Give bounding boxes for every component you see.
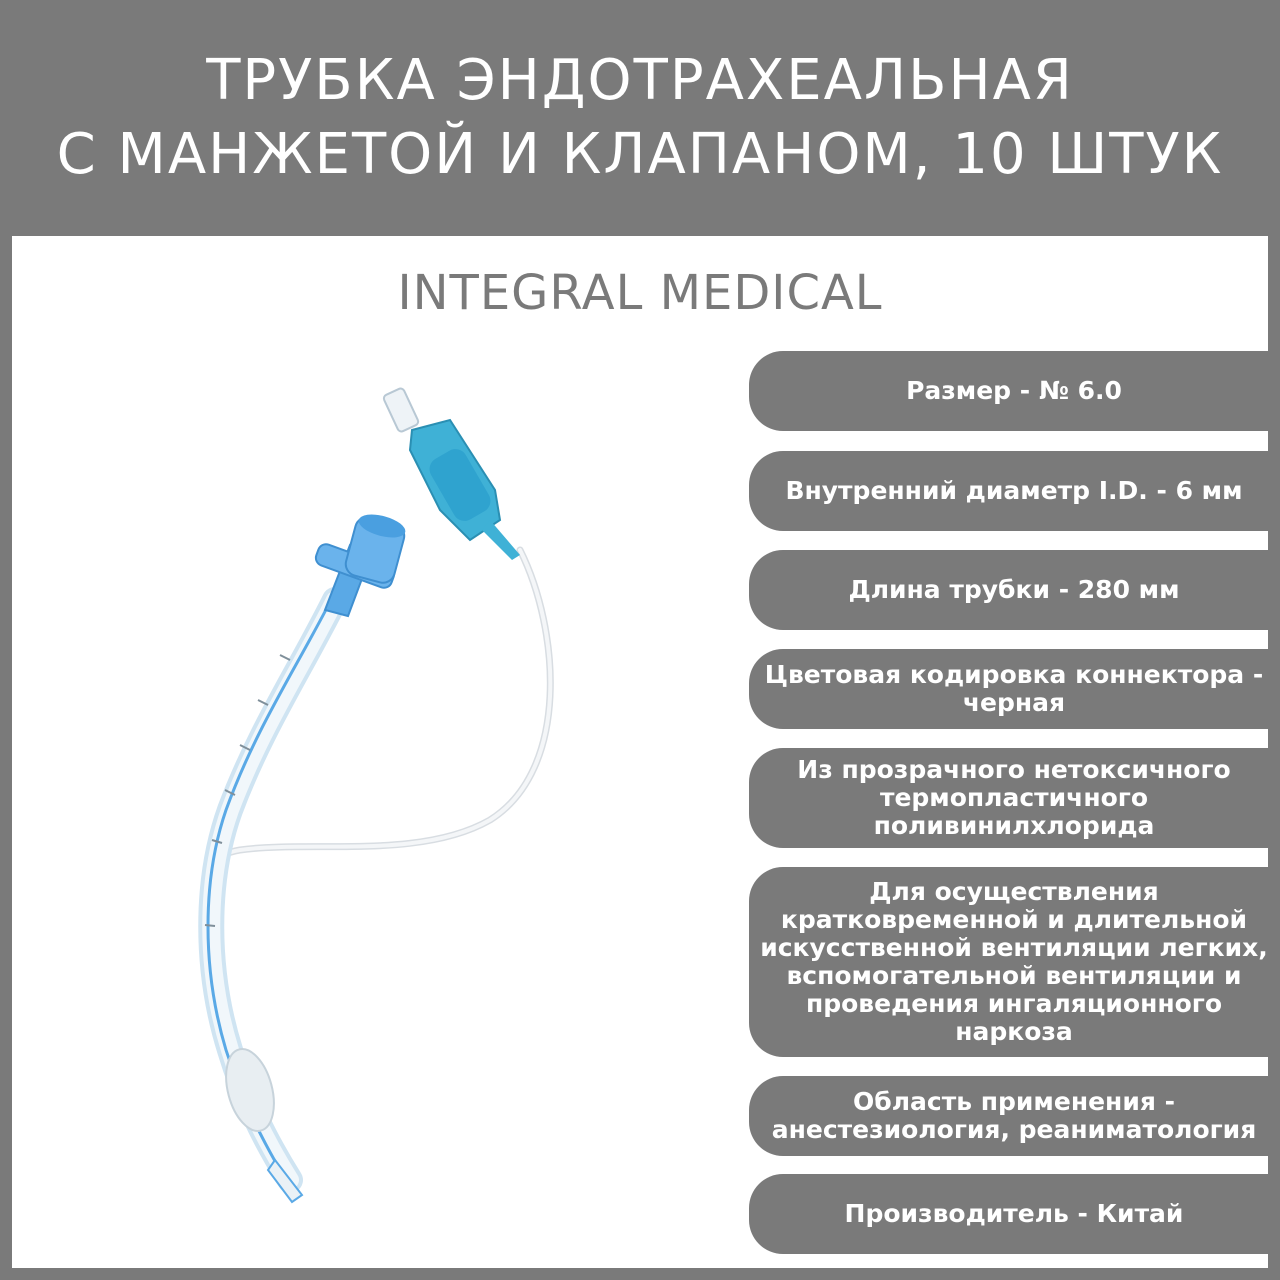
spec-manufacturer: [749, 1174, 1280, 1254]
spec-color-coding-text: Цветовая кодировка коннектора - черная: [764, 660, 1264, 717]
brand-name: INTEGRAL MEDICAL: [397, 265, 883, 321]
spec-manufacturer-text: Производитель - Китай: [844, 1199, 1184, 1228]
spec-application-area: [749, 1076, 1280, 1156]
spec-tube-length-text: Длина трубки - 280 мм: [848, 575, 1180, 604]
spec-inner-diameter-text: Внутренний диаметр I.D. - 6 мм: [785, 476, 1243, 505]
spec-tube-length: [749, 550, 1280, 630]
header-banner: [0, 0, 1280, 236]
spec-application-area-text: Область применения - анестезиология, реаниматология: [771, 1087, 1257, 1144]
title-line-1: ТРУБКА ЭНДОТРАХЕАЛЬНАЯ: [206, 48, 1074, 113]
spec-size-text: Размер - № 6.0: [906, 376, 1122, 405]
spec-inner-diameter: [749, 451, 1280, 531]
spec-material-text: Из прозрачного нетоксичного термопластичного поливинилхлорида: [797, 755, 1231, 840]
spec-size: [749, 351, 1280, 431]
spec-purpose-text: Для осуществления кратковременной и длительной искусственной вентиляции легких, вспомогательной вентиляции и проведения ингаляционного наркоза: [760, 877, 1268, 1046]
spec-material: [749, 748, 1280, 848]
title-line-2: С МАНЖЕТОЙ И КЛАПАНОМ, 10 ШТУК: [56, 122, 1224, 187]
spec-color-coding: [749, 649, 1280, 729]
endotracheal-tube-illustration: [150, 370, 570, 1210]
spec-purpose: [749, 867, 1280, 1057]
